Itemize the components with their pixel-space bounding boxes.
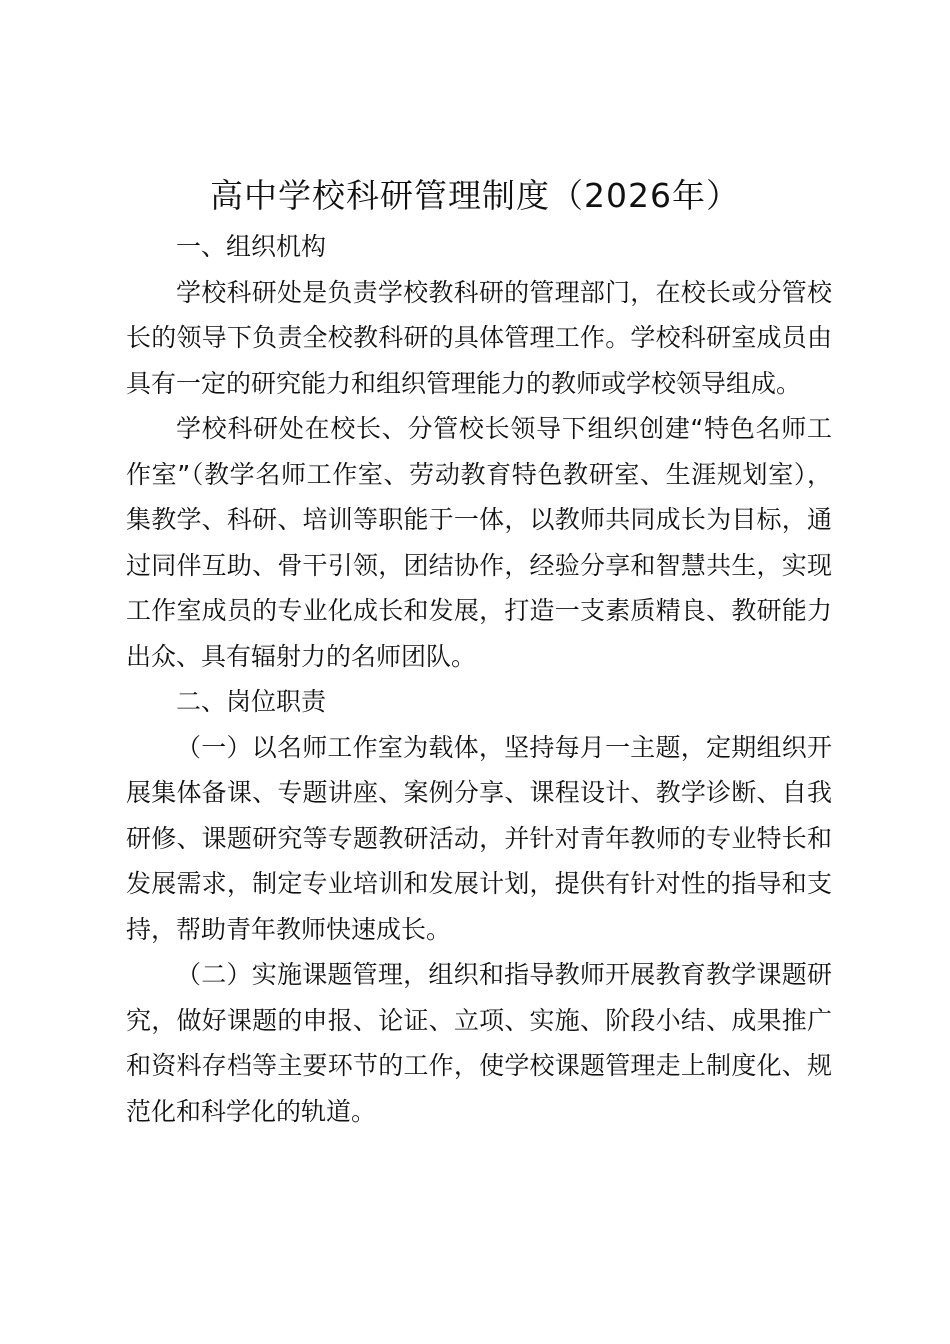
section-heading-duties: 二、岗位职责	[176, 687, 327, 716]
paragraph-duties-2: （二）实施课题管理，组织和指导教师开展教育教学课题研究，做好课题的申报、论证、立项、实施、阶段小结、成果推广和资料存档等主要环节的工作，使学校课题管理走上制度化、规范化和科学化的轨道。	[126, 960, 832, 1126]
document-title: 高中学校科研管理制度（2026年）	[210, 176, 740, 215]
document-body	[126, 224, 832, 1134]
section-heading-organization: 一、组织机构	[176, 232, 327, 261]
paragraph-organization-1: 学校科研处是负责学校教科研的管理部门，在校长或分管校长的领导下负责全校教科研的具体管理工作。学校科研室成员由具有一定的研究能力和组织管理能力的教师或学校领导组成。	[126, 277, 832, 398]
paragraph-organization-2: 学校科研处在校长、分管校长领导下组织创建“特色名师工作室”（教学名师工作室、劳动教育特色教研室、生涯规划室），集教学、科研、培训等职能于一体，以教师共同成长为目标，通过同伴互助、骨干引领，团结协作，经验分享和智慧共生，实现工作室成员的专业化成长和发展，打造一支素质精良、教研能力出众、具有辐射力的名师团队。	[126, 414, 832, 671]
paragraph-duties-1: （一）以名师工作室为载体，坚持每月一主题，定期组织开展集体备课、专题讲座、案例分享、课程设计、教学诊断、自我研修、课题研究等专题教研活动，并针对青年教师的专业特长和发展需求，制定专业培训和发展计划，提供有针对性的指导和支持，帮助青年教师快速成长。	[126, 732, 832, 944]
